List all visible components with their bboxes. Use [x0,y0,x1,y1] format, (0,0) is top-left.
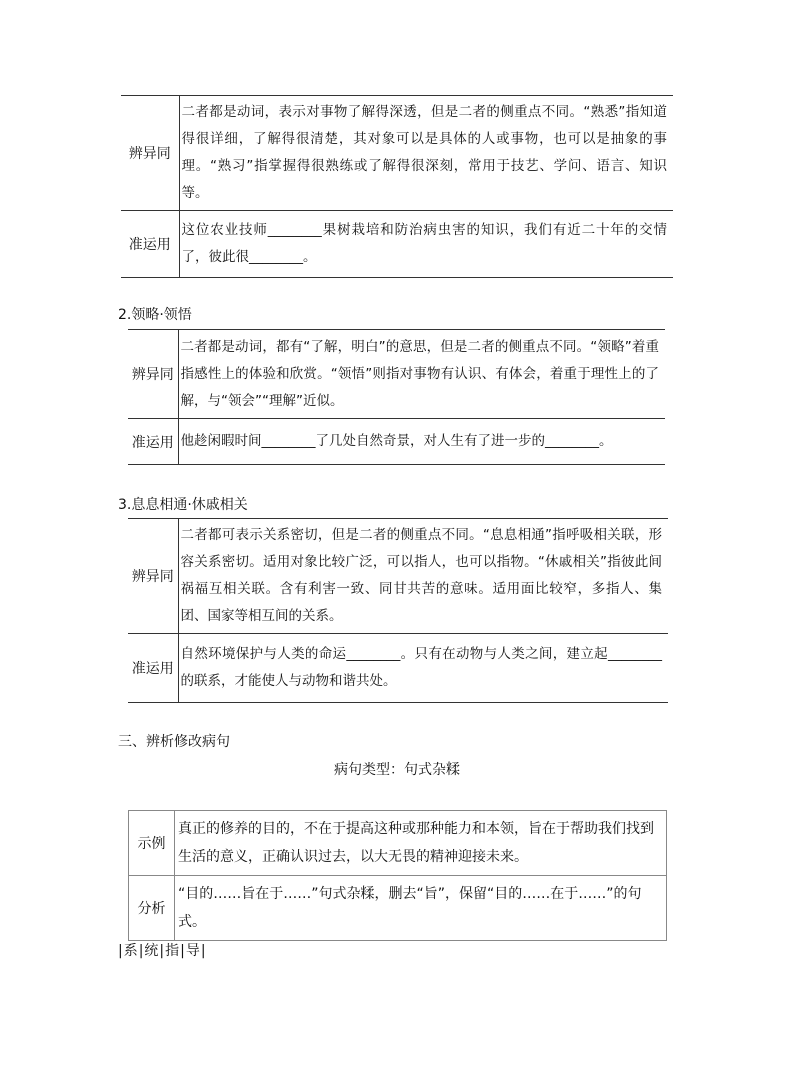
part-three-heading: 三、辨析修改病句 [118,734,230,750]
word-table-1 [121,95,673,278]
row-text-usage: 这位农业技师________果树栽培和防治病虫害的知识，我们有近二十年的交情了，彼此很________。 [179,211,673,278]
row-label-distinguish: 辨异同 [128,330,178,419]
row-text-distinguish: 二者都是动词，都有“了解，明白”的意思，但是二者的侧重点不同。“领略”着重指感性上的体验和欣赏。“领悟”则指对事物有认识、有体会，着重于理性上的了解，与“领会”“理解”近似。 [178,330,665,419]
analysis-text: “目的……旨在于……”句式杂糅，删去“旨”，保留“目的……在于……”的句式。 [175,876,667,941]
example-text: 真正的修养的目的，不在于提高这种或那种能力和本领，旨在于帮助我们找到生活的意义，正确认识过去，以大无畏的精神迎接未来。 [175,811,667,876]
error-sentence-table [128,810,667,941]
example-label: 示例 [129,811,175,876]
row-label-distinguish: 辨异同 [128,519,178,634]
word-table-3 [128,518,668,703]
sentence-type-title: 病句类型：句式杂糅 [334,762,460,778]
section-heading-2: 2.领略·领悟 [118,307,192,323]
row-text-distinguish: 二者都是动词，表示对事物了解得深透，但是二者的侧重点不同。“熟悉”指知道得很详细，了解得很清楚，其对象可以是具体的人或事物，也可以是抽象的事理。“熟习”指掌握得很熟练或了解得很深刻，常用于技艺、学问、语言、知识等。 [179,96,673,211]
row-label-usage: 准运用 [128,419,178,465]
row-text-usage: 自然环境保护与人类的命运________。只有在动物与人类之间，建立起________的联系，才能使人与动物和谐共处。 [178,634,668,703]
row-label-usage: 准运用 [121,211,179,278]
analysis-label: 分析 [129,876,175,941]
row-label-distinguish: 辨异同 [121,96,179,211]
word-table-2 [128,329,665,465]
row-text-distinguish: 二者都可表示关系密切，但是二者的侧重点不同。“息息相通”指呼吸相关联，形容关系密切。适用对象比较广泛，可以指人，也可以指物。“休戚相关”指彼此间祸福互相关联。含有利害一致、同甘共苦的意味。适用面比较窄，多指人、集团、国家等相互间的关系。 [178,519,668,634]
system-guide-tag: |系|统|指|导| [118,943,207,959]
section-heading-3: 3.息息相通·休戚相关 [118,497,248,513]
row-text-usage: 他趁闲暇时间________了几处自然奇景，对人生有了进一步的________。 [178,419,665,465]
row-label-usage: 准运用 [128,634,178,703]
